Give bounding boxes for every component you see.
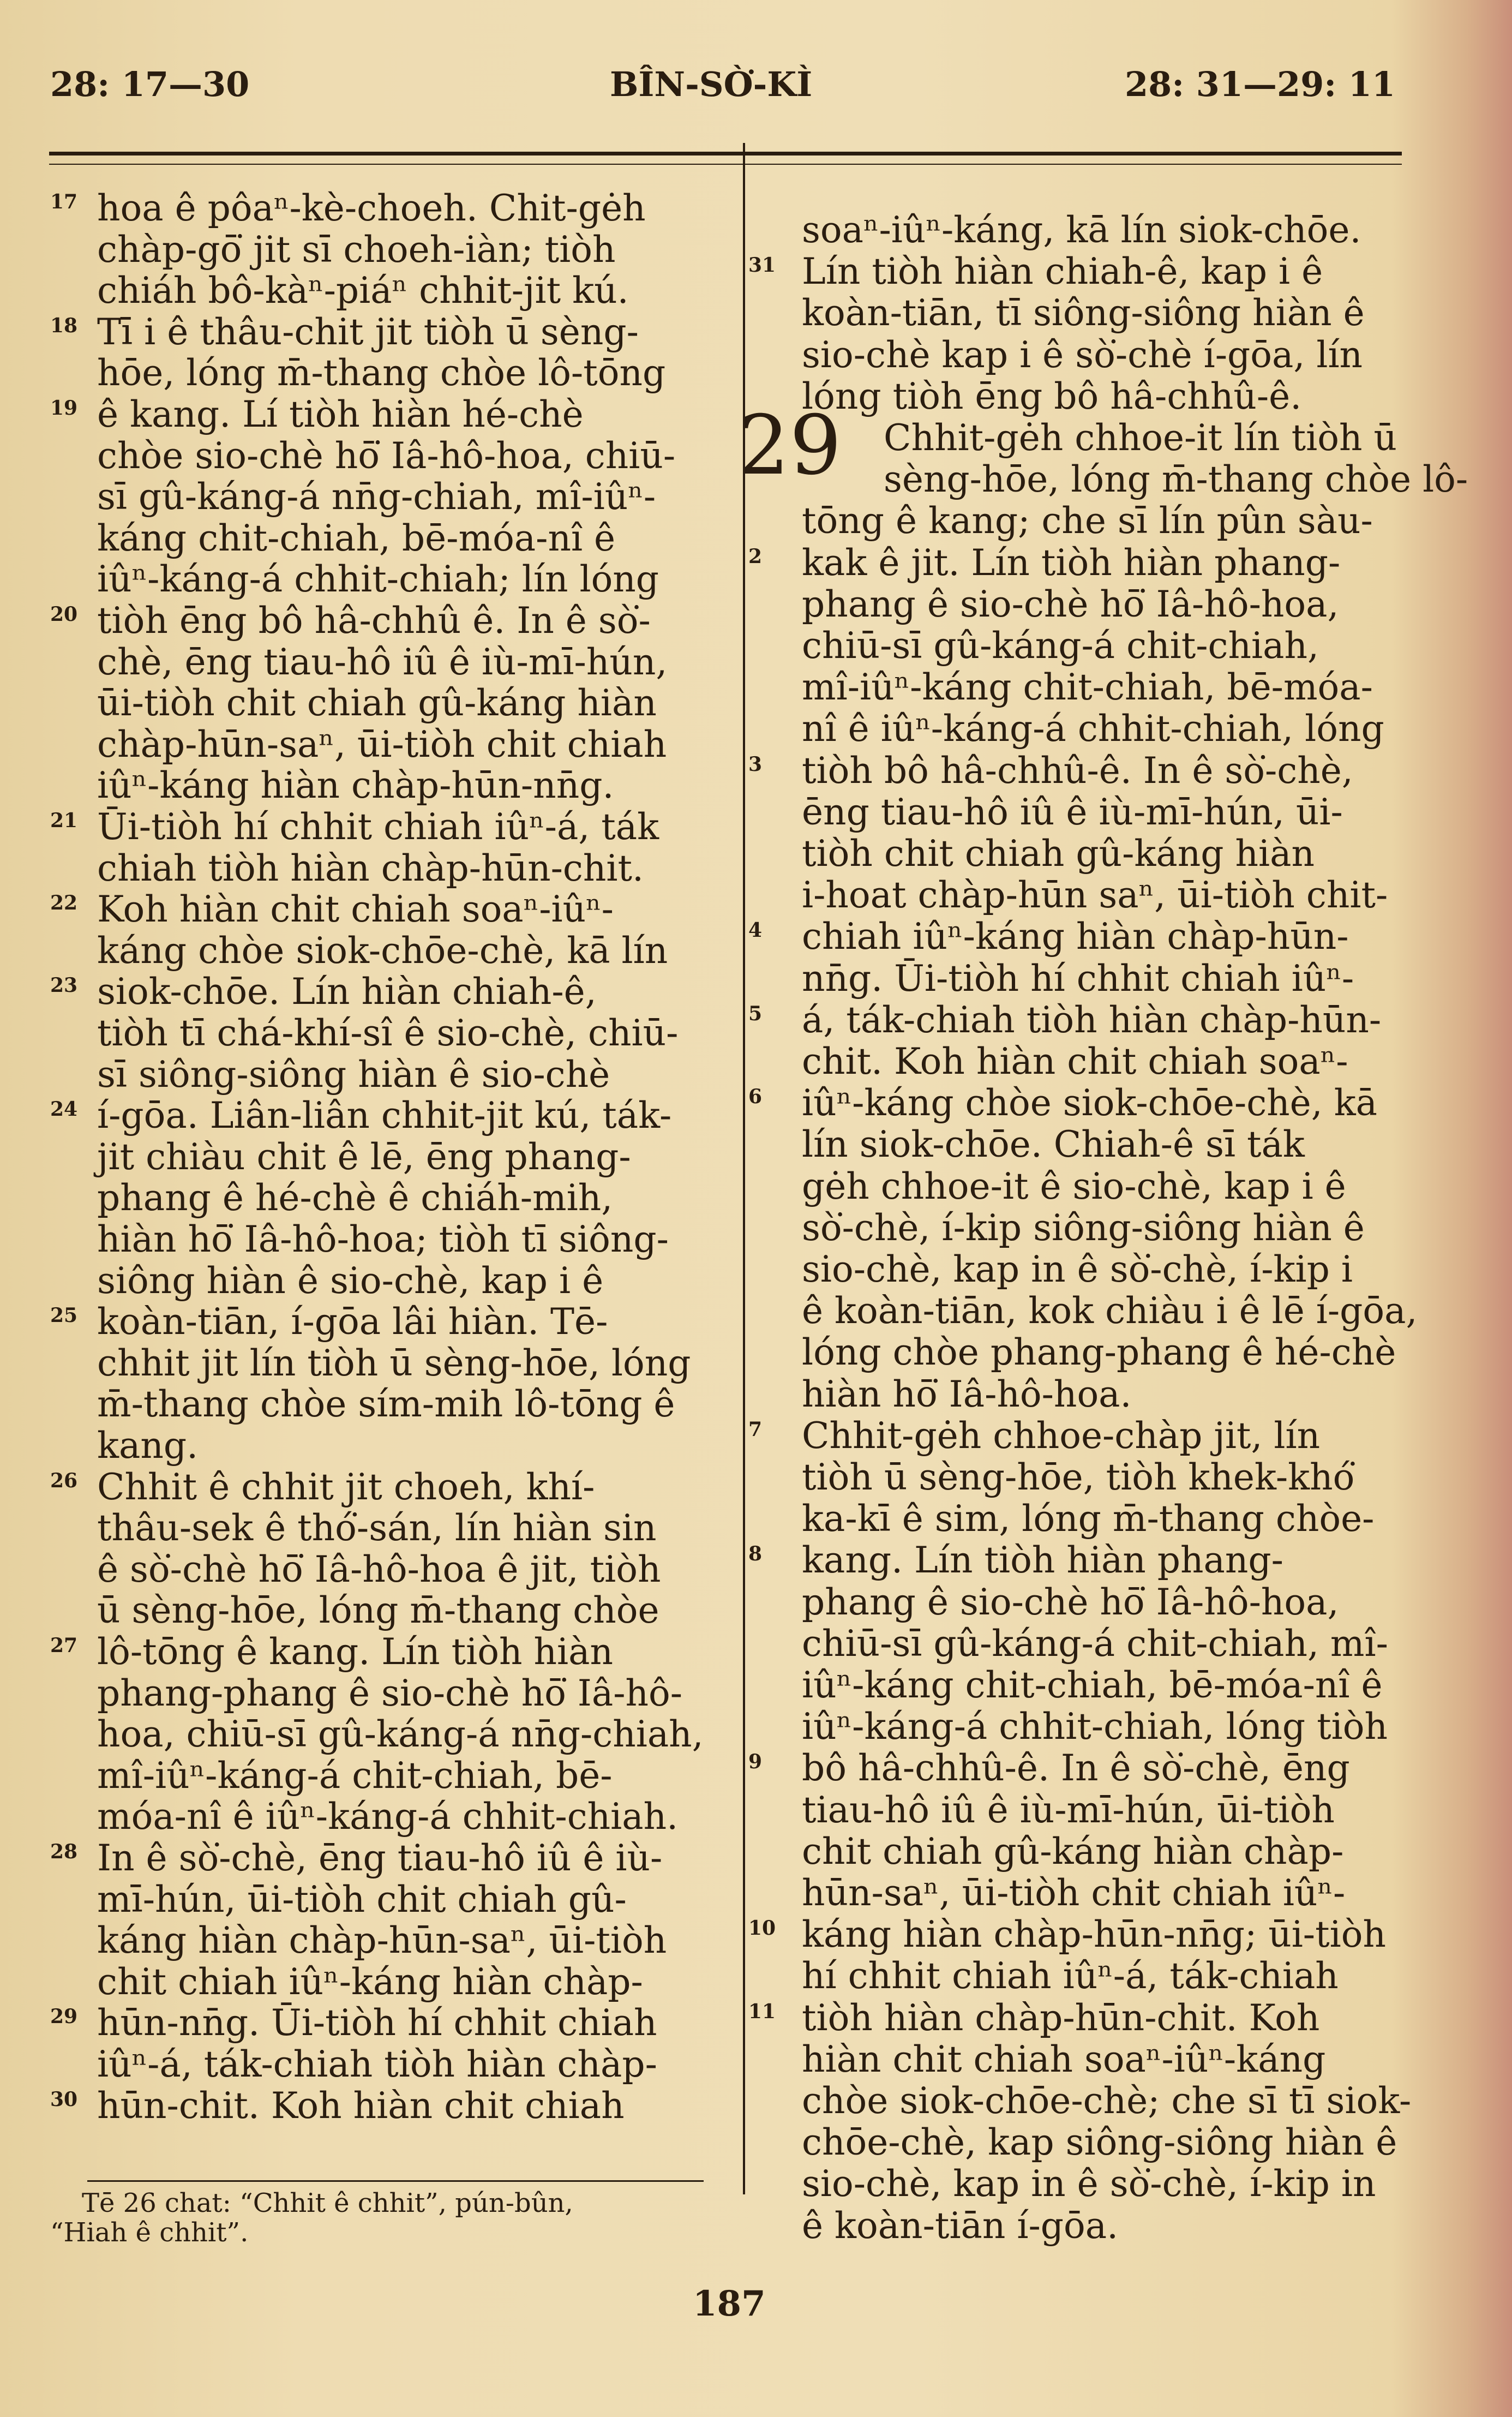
verse-number: 29 bbox=[50, 2005, 78, 2029]
verse-number: 5 bbox=[748, 1002, 763, 1025]
text-line: chiū-sī gû-káng-á chit-chiah, bbox=[802, 625, 1319, 667]
footnote-line: Tē 26 chat: “Chhit ê chhit”, pún-bûn, bbox=[82, 2188, 573, 2218]
text-line: soaⁿ-iûⁿ-káng, kā lín siok-chōe. bbox=[802, 209, 1361, 251]
text-line: Chhit-gėh chhoe-chàp jit, lín bbox=[802, 1414, 1321, 1457]
text-line: Tī i ê thâu-chit jit tiòh ū sèng- bbox=[97, 310, 639, 353]
text-line: phang-phang ê sio-chè hō͘ Iâ-hô- bbox=[97, 1672, 683, 1714]
text-line: hūn-chit. Koh hiàn chit chiah bbox=[97, 2084, 625, 2127]
text-line: chiū-sī gû-káng-á chit-chiah, mî- bbox=[802, 1622, 1388, 1665]
text-line: tiòh hiàn chàp-hūn-chit. Koh bbox=[802, 1996, 1320, 2039]
text-line: tiòh bô hâ-chhû-ê. In ê sò͘-chè, bbox=[802, 749, 1353, 792]
text-line: sio-chè, kap in ê sò͘-chè, í-kip in bbox=[802, 2163, 1376, 2205]
text-line: kak ê jit. Lín tiòh hiàn phang- bbox=[802, 541, 1341, 584]
text-line: móa-nî ê iûⁿ-káng-á chhit-chiah. bbox=[97, 1796, 679, 1838]
text-line: mî-iûⁿ-káng chit-chiah, bē-móa- bbox=[802, 666, 1373, 709]
text-line: sò͘-chè, í-kip siông-siông hiàn ê bbox=[802, 1206, 1365, 1249]
text-line: chè, ēng tiau-hô iû ê iù-mī-hún, bbox=[97, 641, 668, 683]
verse-number: 11 bbox=[748, 2000, 776, 2023]
text-line: káng hiàn chàp-hūn-nn̄g; ūi-tiòh bbox=[802, 1913, 1386, 1956]
verse-number: 22 bbox=[50, 892, 78, 915]
verse-number: 24 bbox=[50, 1098, 78, 1121]
chapter-number: 29 bbox=[737, 398, 842, 493]
text-line: iûⁿ-á, ták-chiah tiòh hiàn chàp- bbox=[97, 2043, 657, 2085]
text-line: m̄-thang chòe sím-mih lô-tōng ê bbox=[97, 1383, 675, 1426]
text-line: á, ták-chiah tiòh hiàn chàp-hūn- bbox=[802, 998, 1382, 1041]
text-line: lóng chòe phang-phang ê hé-chè bbox=[802, 1331, 1396, 1374]
verse-number: 9 bbox=[748, 1750, 763, 1774]
text-line: ê kang. Lí tiòh hiàn hé-chè bbox=[97, 393, 584, 435]
text-line: Lín tiòh hiàn chiah-ê, kap i ê bbox=[802, 250, 1323, 293]
text-line: hoa, chiū-sī gû-káng-á nn̄g-chiah, bbox=[97, 1713, 704, 1756]
text-line: káng chit-chiah, bē-móa-nî ê bbox=[97, 517, 616, 559]
text-line: jit chiàu chit ê lē, ēng phang- bbox=[97, 1135, 631, 1178]
text-line: iûⁿ-káng-á chhit-chiah, lóng tiòh bbox=[802, 1706, 1388, 1748]
text-line: ū sèng-hōe, lóng m̄-thang chòe bbox=[97, 1589, 659, 1632]
text-line: chit. Koh hiàn chit chiah soaⁿ- bbox=[802, 1040, 1348, 1082]
header-title: BÎN-SÒ͘-KÌ bbox=[610, 64, 813, 104]
text-line: hí chhit chiah iûⁿ-á, ták-chiah bbox=[802, 1955, 1339, 1997]
text-line: lóng tiòh ēng bô hâ-chhû-ê. bbox=[802, 375, 1302, 417]
text-line: ūi-tiòh chit chiah gû-káng hiàn bbox=[97, 682, 657, 725]
text-line: thâu-sek ê thó͘-sán, lín hiàn sin bbox=[97, 1507, 657, 1549]
text-line: chiah tiòh hiàn chàp-hūn-chit. bbox=[97, 847, 644, 889]
text-line: tōng ê kang; che sī lín pûn sàu- bbox=[802, 500, 1373, 542]
text-line: chit chiah iûⁿ-káng hiàn chàp- bbox=[97, 1960, 643, 2003]
text-line: chòe siok-chōe-chè; che sī tī siok- bbox=[802, 2080, 1412, 2122]
text-line: lín siok-chōe. Chiah-ê sī ták bbox=[802, 1123, 1305, 1166]
verse-number: 18 bbox=[50, 314, 78, 337]
text-line: Chhit-gėh chhoe-it lín tiòh ū bbox=[884, 417, 1397, 459]
text-line: hūn-nn̄g. Ūi-tiòh hí chhit chiah bbox=[97, 2002, 657, 2044]
text-line: hiàn hō͘ Iâ-hô-hoa. bbox=[802, 1373, 1132, 1415]
text-line: hiàn hō͘ Iâ-hô-hoa; tiòh tī siông- bbox=[97, 1218, 669, 1260]
text-line: chàp-gō͘ jit sī choeh-iàn; tiòh bbox=[97, 228, 616, 271]
text-line: phang ê sio-chè hō͘ Iâ-hô-hoa, bbox=[802, 583, 1339, 625]
text-line: iûⁿ-káng chit-chiah, bē-móa-nî ê bbox=[802, 1664, 1383, 1706]
verse-number: 30 bbox=[50, 2087, 78, 2111]
verse-number: 10 bbox=[748, 1917, 776, 1940]
text-line: sio-chè kap i ê sò͘-chè í-gōa, lín bbox=[802, 333, 1363, 376]
verse-number: 28 bbox=[50, 1840, 78, 1863]
text-line: Koh hiàn chit chiah soaⁿ-iûⁿ- bbox=[97, 888, 614, 931]
text-line: In ê sò͘-chè, ēng tiau-hô iû ê iù- bbox=[97, 1837, 663, 1879]
text-line: bô hâ-chhû-ê. In ê sò͘-chè, ēng bbox=[802, 1747, 1350, 1790]
footnote-rule bbox=[87, 2180, 704, 2182]
text-line: kang. Lín tiòh hiàn phang- bbox=[802, 1539, 1283, 1582]
text-line: ka-kī ê sim, lóng m̄-thang chòe- bbox=[802, 1498, 1375, 1540]
verse-number: 20 bbox=[50, 603, 78, 626]
text-line: mî-iûⁿ-káng-á chit-chiah, bē- bbox=[97, 1754, 613, 1797]
text-line: siông hiàn ê sio-chè, kap i ê bbox=[97, 1259, 604, 1302]
text-line: ê sò͘-chè hō͘ Iâ-hô-hoa ê jit, tiòh bbox=[97, 1548, 661, 1590]
text-line: ēng tiau-hô iû ê iù-mī-hún, ūi- bbox=[802, 791, 1343, 833]
text-line: chiah iûⁿ-káng hiàn chàp-hūn- bbox=[802, 916, 1349, 958]
text-line: gėh chhoe-it ê sio-chè, kap i ê bbox=[802, 1165, 1346, 1207]
verse-number: 21 bbox=[50, 809, 78, 832]
text-line: mī-hún, ūi-tiòh chit chiah gû- bbox=[97, 1878, 627, 1921]
text-line: chiáh bô-kàⁿ-piáⁿ chhit-jit kú. bbox=[97, 270, 629, 312]
text-line: chit chiah gû-káng hiàn chàp- bbox=[802, 1830, 1344, 1872]
header-rule-thin bbox=[49, 164, 1402, 165]
header-rule bbox=[49, 152, 1402, 155]
verse-number: 6 bbox=[748, 1085, 763, 1109]
verse-number: 7 bbox=[748, 1417, 763, 1441]
text-line: tiòh ēng bô hâ-chhû ê. In ê sò͘- bbox=[97, 600, 651, 642]
page-number: 187 bbox=[693, 2283, 766, 2324]
text-line: chhit jit lín tiòh ū sèng-hōe, lóng bbox=[97, 1342, 691, 1384]
verse-number: 31 bbox=[748, 254, 776, 277]
footnote-line: “Hiah ê chhit”. bbox=[50, 2217, 249, 2248]
text-line: nî ê iûⁿ-káng-á chhit-chiah, lóng bbox=[802, 708, 1384, 750]
verse-number: 4 bbox=[748, 919, 763, 942]
text-line: chōe-chè, kap siông-siông hiàn ê bbox=[802, 2121, 1397, 2164]
header-right: 28: 31—29: 11 bbox=[1125, 64, 1396, 104]
text-line: phang ê hé-chè ê chiáh-mih, bbox=[97, 1177, 613, 1219]
text-line: káng chòe siok-chōe-chè, kā lín bbox=[97, 929, 668, 972]
verse-number: 27 bbox=[50, 1634, 78, 1657]
verse-number: 26 bbox=[50, 1469, 78, 1492]
text-line: kang. bbox=[97, 1425, 199, 1467]
verse-number: 3 bbox=[748, 752, 763, 776]
verse-number: 25 bbox=[50, 1304, 78, 1327]
text-line: hūn-saⁿ, ūi-tiòh chit chiah iûⁿ- bbox=[802, 1872, 1346, 1914]
text-line: koàn-tiān, í-gōa lâi hiàn. Tē- bbox=[97, 1301, 608, 1343]
text-line: iûⁿ-káng-á chhit-chiah; lín lóng bbox=[97, 558, 659, 601]
text-line: tiòh tī chá-khí-sî ê sio-chè, chiū- bbox=[97, 1012, 679, 1054]
text-line: siok-chōe. Lín hiàn chiah-ê, bbox=[97, 971, 597, 1013]
verse-number: 2 bbox=[748, 545, 763, 568]
text-line: lô-tōng ê kang. Lín tiòh hiàn bbox=[97, 1631, 613, 1673]
header-left: 28: 17—30 bbox=[50, 64, 250, 104]
text-line: koàn-tiān, tī siông-siông hiàn ê bbox=[802, 292, 1365, 334]
text-line: sī gû-káng-á nn̄g-chiah, mî-iûⁿ- bbox=[97, 476, 656, 518]
text-line: káng hiàn chàp-hūn-saⁿ, ūi-tiòh bbox=[97, 1919, 667, 1962]
text-line: nn̄g. Ūi-tiòh hí chhit chiah iûⁿ- bbox=[802, 957, 1354, 1000]
text-line: chàp-hūn-saⁿ, ūi-tiòh chit chiah bbox=[97, 723, 667, 765]
text-line: ê koàn-tiān, kok chiàu i ê lē í-gōa, bbox=[802, 1290, 1418, 1332]
text-line: í-gōa. Liân-liân chhit-jit kú, ták- bbox=[97, 1094, 672, 1137]
text-line: i-hoat chàp-hūn saⁿ, ūi-tiòh chit- bbox=[802, 874, 1388, 917]
text-line: ê koàn-tiān í-gōa. bbox=[802, 2204, 1119, 2247]
text-line: chòe sio-chè hō͘ Iâ-hô-hoa, chiū- bbox=[97, 434, 676, 477]
verse-number: 19 bbox=[50, 397, 78, 420]
text-line: hōe, lóng m̄-thang chòe lô-tōng bbox=[97, 352, 666, 394]
text-line: tiòh ū sèng-hōe, tiòh khek-khó͘ bbox=[802, 1456, 1355, 1498]
text-line: iûⁿ-káng chòe siok-chōe-chè, kā bbox=[802, 1082, 1378, 1124]
verse-number: 17 bbox=[50, 190, 78, 213]
text-line: hiàn chit chiah soaⁿ-iûⁿ-káng bbox=[802, 2038, 1326, 2080]
text-line: tiòh chit chiah gû-káng hiàn bbox=[802, 833, 1315, 875]
text-line: iûⁿ-káng hiàn chàp-hūn-nn̄g. bbox=[97, 764, 614, 807]
text-line: Chhit ê chhit jit choeh, khí- bbox=[97, 1465, 595, 1508]
text-line: Ūi-tiòh hí chhit chiah iûⁿ-á, ták bbox=[97, 806, 659, 848]
text-line: phang ê sio-chè hō͘ Iâ-hô-hoa, bbox=[802, 1581, 1339, 1623]
text-line: tiau-hô iû ê iù-mī-hún, ūi-tiòh bbox=[802, 1788, 1335, 1831]
text-line: hoa ê pôaⁿ-kè-choeh. Chit-gėh bbox=[97, 187, 646, 229]
verse-number: 8 bbox=[748, 1542, 763, 1566]
text-line: sio-chè, kap in ê sò͘-chè, í-kip i bbox=[802, 1248, 1353, 1290]
text-line: sèng-hōe, lóng m̄-thang chòe lô- bbox=[884, 458, 1468, 501]
verse-number: 23 bbox=[50, 974, 78, 997]
text-line: sī siông-siông hiàn ê sio-chè bbox=[97, 1053, 610, 1096]
